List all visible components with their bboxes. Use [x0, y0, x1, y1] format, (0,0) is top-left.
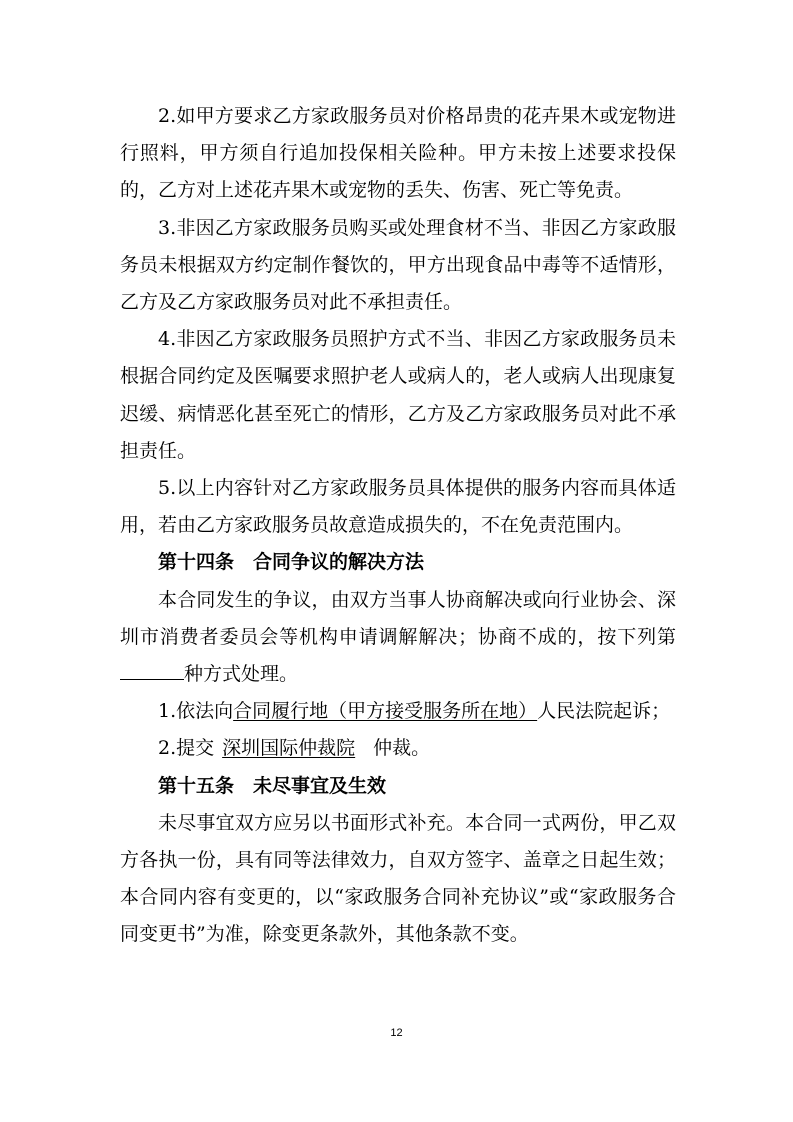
article-14-heading	[120, 544, 676, 581]
page-number: 12	[390, 1027, 403, 1039]
document-body	[120, 98, 676, 954]
article-14-body-text: 本合同发生的争议，由双方当事人协商解决或向行业协会、深圳市消费者委员会等机构申请调解解决；协商不成的，按下列第	[120, 588, 676, 648]
dispute-method-blank[interactable]	[120, 658, 184, 680]
article-15-body: 未尽事宜双方应另以书面形式补充。本合同一式两份，甲乙双方各执一份，具有同等法律效力，自双方签字、盖章之日起生效；本合同内容有变更的，以“家政服务合同补充协议”或“家政服务合同变更书”为准，除变更条款外，其他条款不变。	[120, 811, 676, 946]
option-2-prefix: 2.提交	[158, 737, 215, 760]
option-1-court-location: 合同履行地（甲方接受服务所在地）	[233, 700, 538, 723]
article-15-title: 未尽事宜及生效	[253, 774, 387, 797]
option-1-suffix: 人民法院起诉；	[537, 700, 671, 723]
article-15-number: 第十五条	[158, 774, 235, 797]
clause-5: 5.以上内容针对乙方家政服务员具体提供的服务内容而具体适用，若由乙方家政服务员故意造成损失的，不在免责范围内。	[120, 477, 676, 537]
option-2-arbitration-body: 深圳国际仲裁院	[222, 737, 356, 760]
option-2-suffix: 仲裁。	[373, 737, 431, 760]
article-15-heading	[120, 768, 676, 805]
clause-4: 4.非因乙方家政服务员照护方式不当、非因乙方家政服务员未根据合同约定及医嘱要求照护老人或病人的，老人或病人出现康复迟缓、病情恶化甚至死亡的情形，乙方及乙方家政服务员对此不承担责任。	[120, 328, 676, 462]
article-14-title: 合同争议的解决方法	[253, 551, 425, 574]
option-1-prefix: 1.依法向	[158, 700, 234, 723]
clause-3: 3.非因乙方家政服务员购买或处理食材不当、非因乙方家政服务员未根据双方约定制作餐饮的，甲方出现食品中毒等不适情形，乙方及乙方家政服务员对此不承担责任。	[120, 216, 676, 314]
article-14-option-1	[120, 693, 676, 730]
article-14-body-suffix: 种方式处理。	[184, 663, 299, 686]
article-14-option-2	[120, 730, 676, 767]
clause-2: 2.如甲方要求乙方家政服务员对价格昂贵的花卉果木或宠物进行照料，甲方须自行追加投保相关险种。甲方未按上述要求投保的，乙方对上述花卉果木或宠物的丢失、伤害、死亡等免责。	[120, 105, 676, 202]
article-14-number: 第十四条	[158, 551, 235, 574]
article-14-body	[120, 582, 676, 694]
